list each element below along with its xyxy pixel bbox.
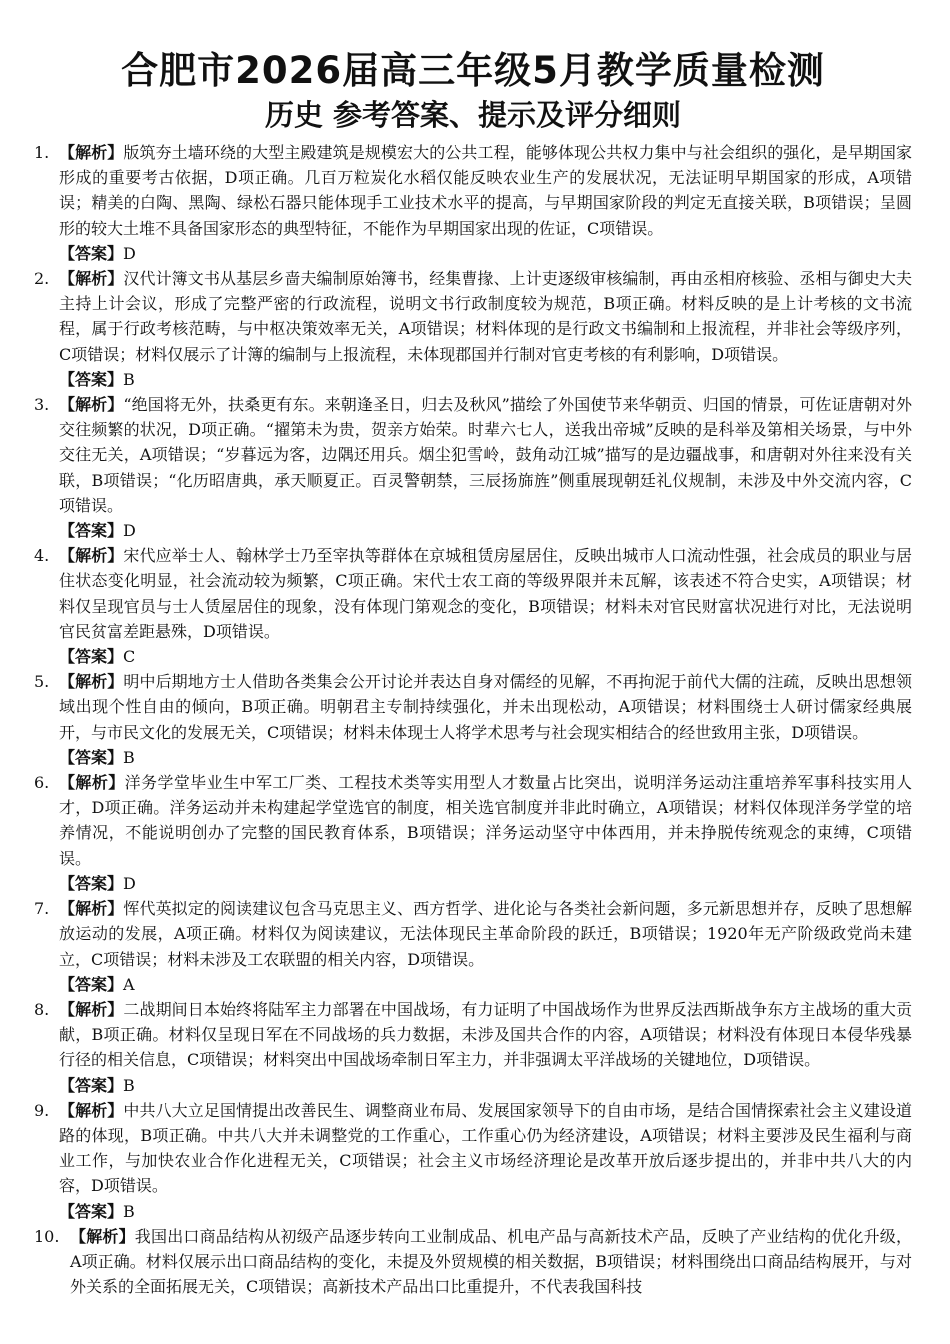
analysis-tag: 【解析】	[59, 1100, 124, 1120]
answer-value: A	[123, 974, 135, 994]
analysis-tag: 【解析】	[59, 773, 125, 793]
answer-tag: 【答案】	[59, 647, 124, 667]
answer-value: C	[123, 647, 136, 667]
answer-tag: 【答案】	[59, 873, 124, 893]
answer-value: B	[123, 369, 135, 389]
analysis-text: 我国出口商品结构从初级产品逐步转向工业制成品、机电产品与高新技术产品，反映了产业结构的优化升级，A项正确。材料仅展示出口商品结构的变化，未提及外贸规模的相关数据，B项错误；材料围绕出口商品结构展开，与对外关系的全面拓展无关，C项错误；高新技术产品出口比重提升，不代表我国科技	[70, 1226, 912, 1297]
analysis-text: 明中后期地方士人借助各类集会公开讨论并表达自身对儒经的见解，不再拘泥于前代大儒的注疏，反映出思想领域出现个性自由的倾向，B项正确。明朝君主专制持续强化，并未出现松动，A项错误；材料围绕士人研讨儒家经典展开，与市民文化的发展无关，C项错误；材料未体现士人将学术思考与社会现实相结合的经世致用主张，D项错误。	[59, 672, 912, 742]
analysis-paragraph	[34, 266, 912, 367]
question-block-1	[34, 140, 912, 266]
answer-value: B	[123, 1201, 135, 1221]
question-block-10	[34, 1224, 912, 1300]
analysis-text: 洋务学堂毕业生中军工厂类、工程技术类等实用型人才数量占比突出，说明洋务运动注重培养军事科技实用人才，D项正确。洋务运动并未构建起学堂选官的制度，相关选官制度并非此时确立，A项错误；材料仅体现洋务学堂的培养情况，不能说明创办了完整的国民教育体系，B项错误；洋务运动坚守中体西用，并未挣脱传统观念的束缚，C项错误。	[59, 773, 912, 868]
question-number: 1.	[34, 143, 50, 162]
analysis-paragraph	[34, 1098, 912, 1199]
question-number: 3.	[34, 395, 50, 415]
answer-line	[59, 1199, 912, 1224]
analysis-text: 宋代应举士人、翰林学士乃至宰执等群体在京城租赁房屋居住，反映出城市人口流动性强，社会成员的职业与居住状态变化明显，社会流动较为频繁，C项正确。宋代士农工商的等级界限并未瓦解，该表述不符合史实，A项错误；材料仅呈现官员与士人赁屋居住的现象，没有体现门第观念的变化，B项错误；材料未对官民财富状况进行对比，无法说明官民贫富差距悬殊，D项错误。	[59, 546, 912, 641]
answer-tag: 【答案】	[59, 974, 124, 994]
analysis-paragraph	[34, 543, 912, 644]
analysis-paragraph	[34, 392, 912, 518]
answer-value: B	[123, 747, 135, 767]
analysis-paragraph	[34, 896, 912, 972]
answer-line	[59, 644, 912, 669]
analysis-text: 汉代计簿文书从基层乡啬夫编制原始簿书，经集曹掾、上计吏逐级审核编制，再由丞相府核验、丞相与御史大夫主持上计会议，形成了完整严密的行政流程，说明文书行政制度较为规范，B项正确。材料反映的是上计考核的文书流程，属于行政考核范畴，与中枢决策效率无关，A项错误；材料体现的是行政文书编制和上报流程，并非社会等级序列，C项错误；材料仅展示了计簿的编制与上报流程，未体现郡国并行制对官吏考核的有利影响，D项错误。	[59, 269, 912, 364]
answer-value: D	[123, 873, 136, 893]
question-number: 5.	[34, 672, 50, 692]
answer-value: B	[123, 1075, 135, 1095]
analysis-text: 中共八大立足国情提出改善民生、调整商业布局、发展国家领导下的自由市场，是结合国情探索社会主义建设道路的体现，B项正确。中共八大并未调整党的工作重心，工作重心仍为经济建设，A项错误；材料主要涉及民生福利与商业工作，与加快农业合作化进程无关，C项错误；社会主义市场经济理论是改革开放后逐步提出的，并非中共八大的内容，D项错误。	[59, 1100, 912, 1196]
question-number: 8.	[34, 999, 50, 1019]
answer-tag: 【答案】	[59, 747, 124, 767]
analysis-text: “绝国将无外，扶桑更有东。来朝逢圣日，归去及秋风”描绘了外国使节来华朝贡、归国的情景，可佐证唐朝对外交往频繁的状况，D项正确。“擢第未为贵，贺亲方始荣。时辈六七人，送我出帝城”反映的是科举及第相关场景，与中外交往无关，A项错误；“岁暮远为客，边隅还用兵。烟尘犯雪岭，鼓角动江城”描写的是边疆战事，和唐朝对外往来没有关联，B项错误；“化历昭唐典，承天顺夏正。百灵警朝禁，三辰扬旆旌”侧重展现朝廷礼仪规制，未涉及中外交流内容，C项错误。	[59, 395, 912, 515]
analysis-tag: 【解析】	[59, 899, 124, 919]
answer-line	[59, 1073, 912, 1098]
analysis-tag: 【解析】	[59, 143, 124, 162]
answer-tag: 【答案】	[59, 369, 124, 389]
question-block-5	[34, 669, 912, 770]
analysis-paragraph	[34, 770, 912, 871]
analysis-paragraph	[34, 669, 912, 745]
page-subtitle: 历史 参考答案、提示及评分细则	[264, 98, 682, 132]
question-block-4	[34, 543, 912, 669]
question-block-7	[34, 896, 912, 997]
question-number: 7.	[34, 899, 50, 919]
analysis-paragraph	[34, 997, 912, 1073]
answer-line	[59, 367, 912, 392]
question-block-2	[34, 266, 912, 392]
analysis-text: 版筑夯土墙环绕的大型主殿建筑是规模宏大的公共工程，能够体现公共权力集中与社会组织的强化，是早期国家形成的重要考古依据，D项正确。几百万粒炭化水稻仅能反映农业生产的发展状况，无法证明早期国家的形成，A项错误；精美的白陶、黑陶、绿松石器只能体现手工业技术水平的提高，与早期国家阶段的判定无直接关联，B项错误；呈圆形的较大土堆不具备国家形态的典型特征，不能作为早期国家出现的佐证，C项错误。	[59, 143, 912, 238]
answer-line	[59, 745, 912, 770]
analysis-paragraph	[34, 1224, 912, 1300]
question-block-6	[34, 770, 912, 896]
answer-line	[59, 972, 912, 997]
analysis-text: 恽代英拟定的阅读建议包含马克思主义、西方哲学、进化论与各类社会新问题，多元新思想并存，反映了思想解放运动的发展，A项正确。材料仅为阅读建议，无法体现民主革命阶段的跃迁，B项错误；1920年无产阶级政党尚未建立，C项错误；材料未涉及工农联盟的相关内容，D项错误。	[59, 899, 912, 969]
analysis-tag: 【解析】	[59, 269, 124, 289]
answer-line	[59, 518, 912, 543]
analysis-text: 二战期间日本始终将陆军主力部署在中国战场，有力证明了中国战场作为世界反法西斯战争东方主战场的重大贡献，B项正确。材料仅呈现日军在不同战场的兵力数据，未涉及国共合作的内容，A项错误；材料没有体现日本侵华残暴行径的相关信息，C项错误；材料突出中国战场牵制日军主力，并非强调太平洋战场的关键地位，D项错误。	[59, 999, 912, 1070]
analysis-tag: 【解析】	[59, 546, 124, 566]
question-block-8	[34, 997, 912, 1098]
question-number: 10.	[34, 1226, 60, 1246]
question-number: 9.	[34, 1100, 50, 1120]
analysis-tag: 【解析】	[59, 999, 124, 1019]
question-block-3	[34, 392, 912, 543]
analysis-tag: 【解析】	[59, 395, 124, 415]
answer-tag: 【答案】	[59, 521, 124, 541]
answer-items	[34, 140, 912, 1299]
page-title: 合肥市2026届高三年级5月教学质量检测	[121, 49, 825, 92]
answer-value: D	[123, 243, 136, 263]
answer-tag: 【答案】	[59, 1201, 124, 1221]
question-number: 6.	[34, 773, 50, 793]
question-number: 2.	[34, 269, 50, 289]
answer-tag: 【答案】	[59, 1075, 124, 1095]
answer-line	[59, 871, 912, 896]
answer-tag: 【答案】	[59, 243, 124, 263]
question-number: 4.	[34, 546, 50, 566]
question-block-9	[34, 1098, 912, 1224]
analysis-paragraph	[34, 140, 912, 241]
analysis-tag: 【解析】	[70, 1226, 135, 1246]
answer-value: D	[123, 521, 136, 541]
answer-line	[59, 241, 912, 266]
analysis-tag: 【解析】	[59, 672, 124, 692]
